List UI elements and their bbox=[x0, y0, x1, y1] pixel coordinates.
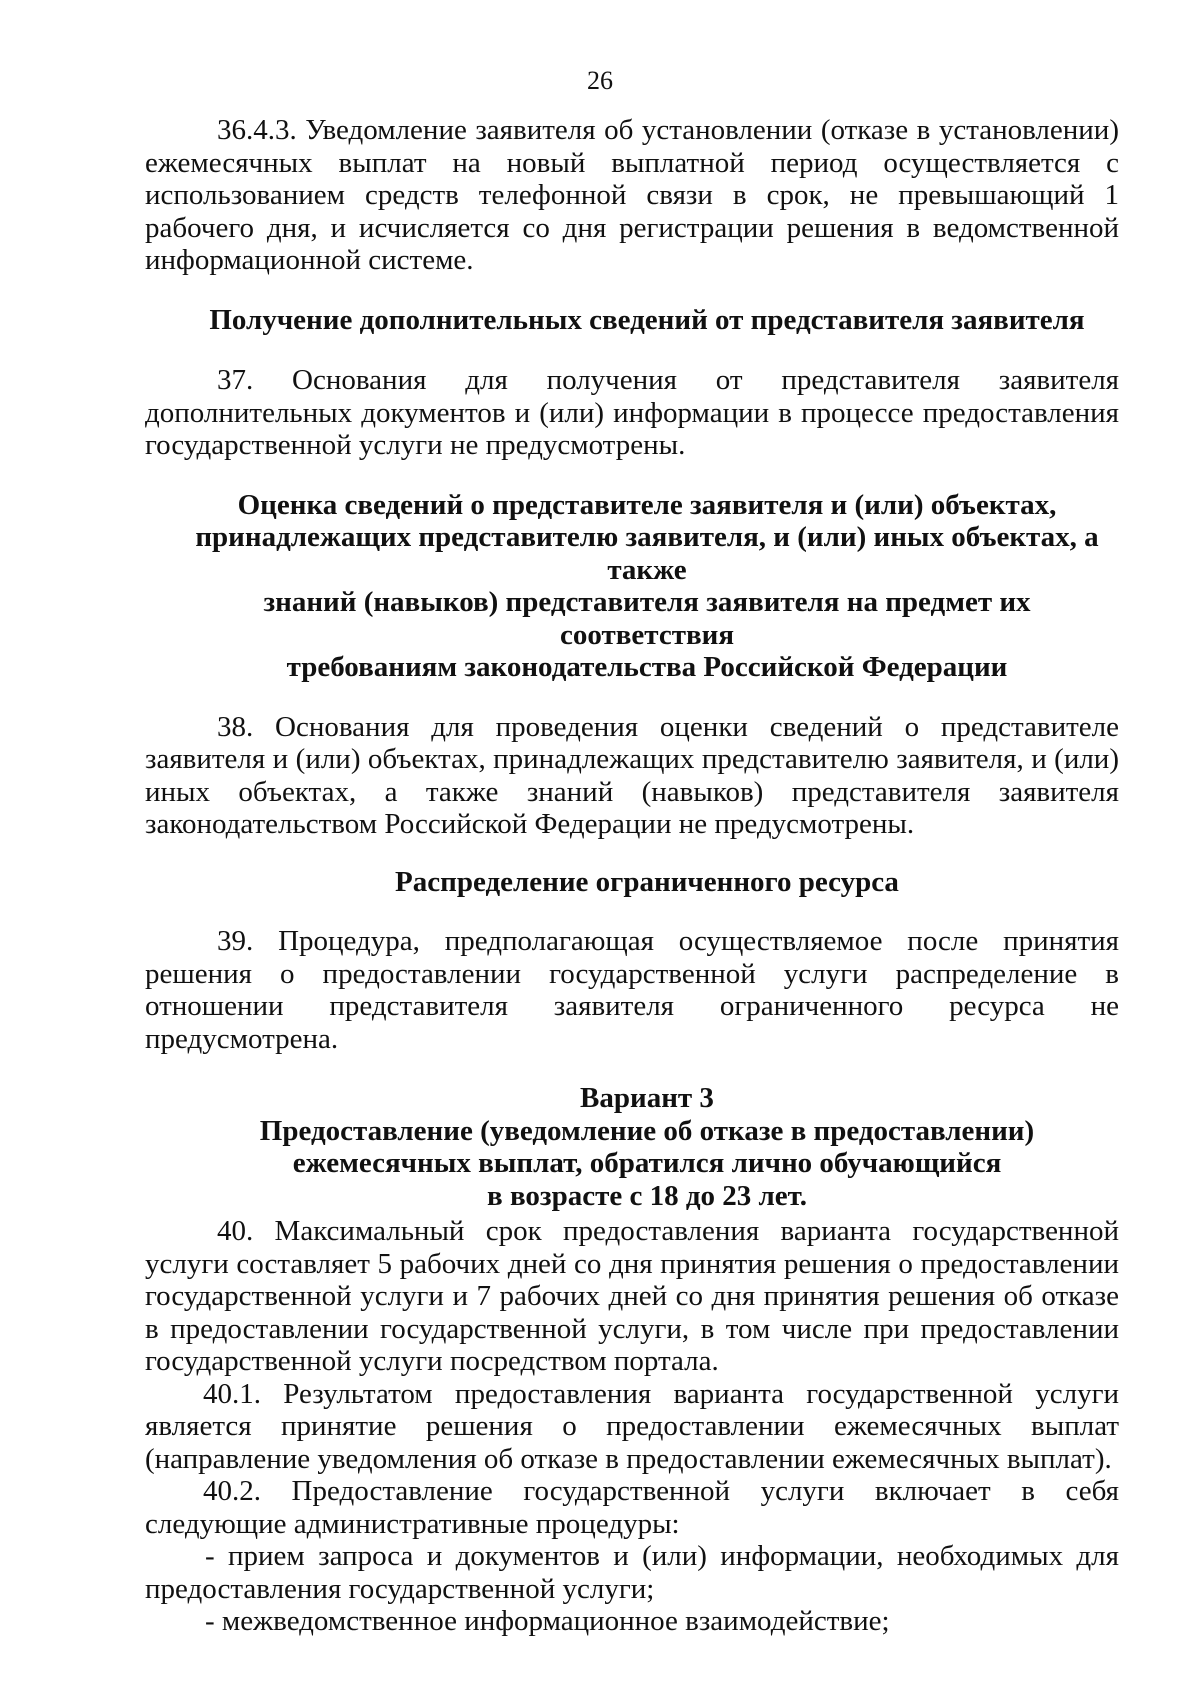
heading-line: знаний (навыков) представителя заявителя на предмет их соответствия bbox=[263, 586, 1031, 651]
section-heading-resource: Распределение ограниченного ресурса bbox=[395, 865, 899, 898]
heading-line: Оценка сведений о представителе заявителя и (или) объектах, bbox=[237, 488, 1057, 521]
page-number: 26 bbox=[587, 66, 613, 95]
document-body bbox=[145, 114, 1119, 1638]
paragraph-39: 39. Процедура, предполагающая осуществляемое после принятия решения о предоставлении государственной услуги распределение в отношении представителя заявителя ограниченного ресурса не предусмотрена. bbox=[145, 925, 1119, 1055]
heading-line: принадлежащих представителю заявителя, и (или) иных объектах, а также bbox=[195, 521, 1099, 586]
heading-line: Вариант 3 bbox=[580, 1082, 714, 1114]
list-item-procedure: - межведомственное информационное взаимодействие; bbox=[205, 1605, 890, 1637]
paragraph-37: 37. Основания для получения от представителя заявителя дополнительных документов и (или) информации в процессе предоставления государственной услуги не предусмотрены. bbox=[145, 364, 1119, 461]
paragraph-38: 38. Основания для проведения оценки сведений о представителе заявителя и (или) объектах, принадлежащих представителю заявителя, и (или) иных объектах, а также знаний (навыков) представителя заявителя законодательством Российской Федерации не предусмотрены. bbox=[145, 710, 1119, 840]
heading-line: ежемесячных выплат, обратился лично обучающийся bbox=[292, 1147, 1002, 1179]
heading-line: в возрасте с 18 до 23 лет. bbox=[487, 1179, 807, 1212]
paragraph-40: 40. Максимальный срок предоставления варианта государственной услуги составляет 5 рабочих дней со дня принятия решения о предоставлении государственной услуги и 7 рабочих дней со дня принятия решения об отказе в предоставлении государственной услуги, в том числе при предоставлении государственной услуги посредством портала. bbox=[145, 1215, 1119, 1377]
list-item-procedure: - прием запроса и документов и (или) информации, необходимых для предоставления государственной услуги; bbox=[145, 1540, 1119, 1605]
paragraph-36-4-3: 36.4.3. Уведомление заявителя об установлении (отказе в установлении) ежемесячных выплат на новый выплатной период осуществляется с использованием средств телефонной связи в срок, не превышающий 1 рабочего дня, и исчисляется со дня регистрации решения в ведомственной информационной системе. bbox=[145, 114, 1119, 276]
paragraph-40-2: 40.2. Предоставление государственной услуги включает в себя следующие административные процедуры: bbox=[145, 1475, 1119, 1540]
section-heading-additional-info: Получение дополнительных сведений от представителя заявителя bbox=[209, 303, 1085, 336]
heading-line: Предоставление (уведомление об отказе в предоставлении) bbox=[259, 1114, 1035, 1147]
section-heading-assessment bbox=[145, 489, 1119, 684]
paragraph-40-1: 40.1. Результатом предоставления варианта государственной услуги является принятие решения о предоставлении ежемесячных выплат (направление уведомления об отказе в предоставлении ежемесячных выплат). bbox=[145, 1377, 1119, 1475]
heading-line: требованиям законодательства Российской Федерации bbox=[286, 651, 1008, 683]
section-heading-variant-3 bbox=[145, 1082, 1119, 1212]
